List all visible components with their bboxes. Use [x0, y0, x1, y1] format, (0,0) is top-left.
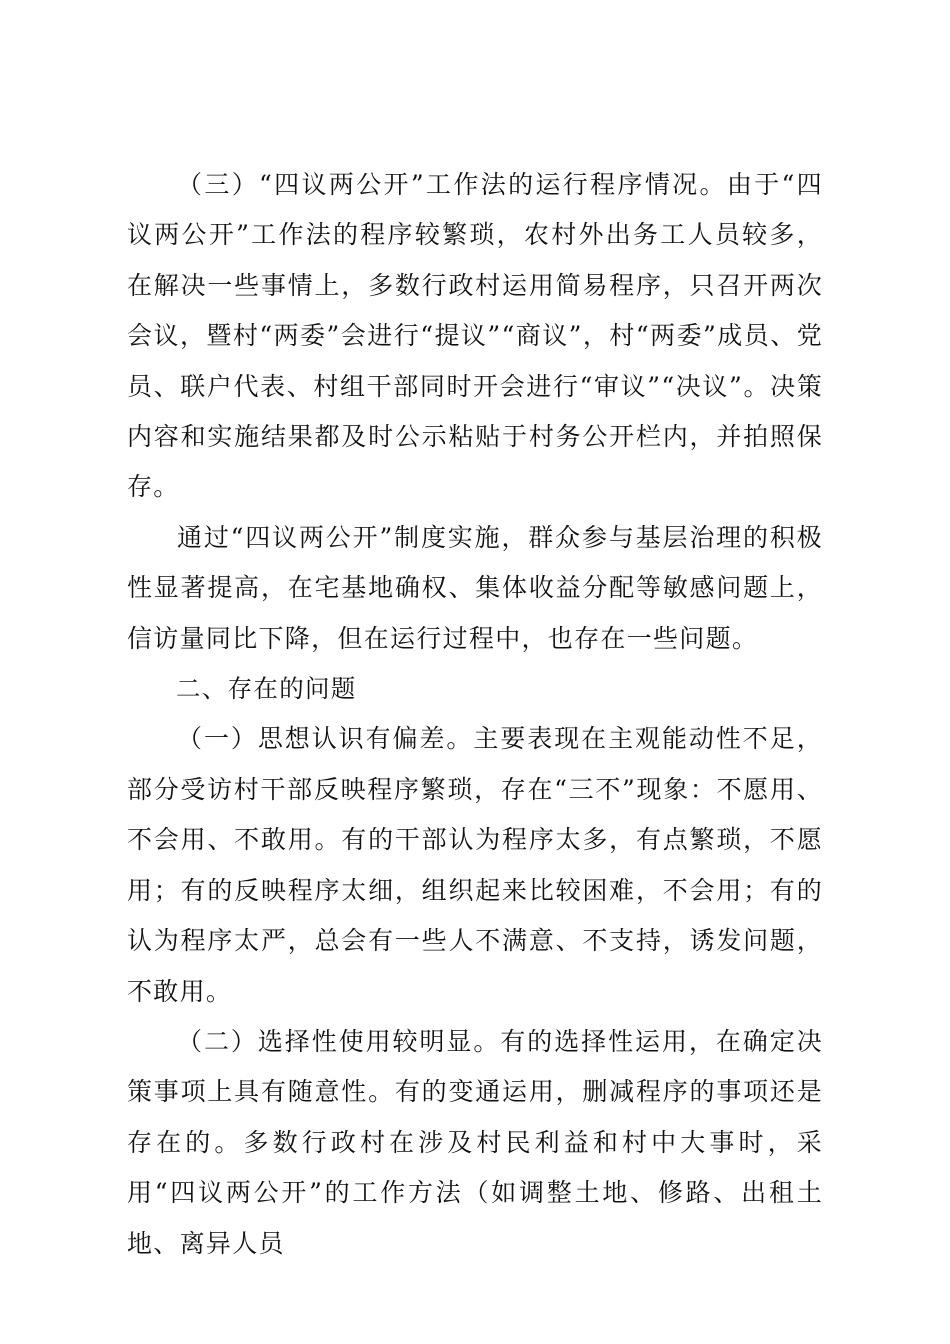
- document-body: [127, 160, 823, 1269]
- section-heading-existing-problems: 二、存在的问题: [176, 674, 357, 704]
- paragraph-implementation-effects: 通过“四议两公开”制度实施，群众参与基层治理的积极性显著提高，在宅基地确权、集体收益分配等敏感问题上，信访量同比下降，但在运行过程中，也存在一些问题。: [127, 522, 823, 653]
- paragraph-ideological-deviation: （一）思想认识有偏差。主要表现在主观能动性不足，部分受访村干部反映程序繁琐，存在“三不”现象：不愿用、不会用、不敢用。有的干部认为程序太多，有点繁琐，不愿用；有的反映程序太细，组织起来比较困难，不会用；有的认为程序太严，总会有一些人不满意、不支持，诱发问题，不敢用。: [127, 724, 823, 1006]
- paragraph-operating-procedure: （三）“四议两公开”工作法的运行程序情况。由于“四议两公开”工作法的程序较繁琐，农村外出务工人员较多，在解决一些事情上，多数行政村运用简易程序，只召开两次会议，暨村“两委”会进行“提议”“商议”，村“两委”成员、党员、联户代表、村组干部同时开会进行“审议”“决议”。决策内容和实施结果都及时公示粘贴于村务公开栏内，并拍照保存。: [127, 170, 823, 502]
- paragraph-selective-use: （二）选择性使用较明显。有的选择性运用，在确定决策事项上具有随意性。有的变通运用，删减程序的事项还是存在的。多数行政村在涉及村民利益和村中大事时，采用“四议两公开”的工作方法（如调整土地、修路、出租土地、离异人员: [127, 1026, 823, 1258]
